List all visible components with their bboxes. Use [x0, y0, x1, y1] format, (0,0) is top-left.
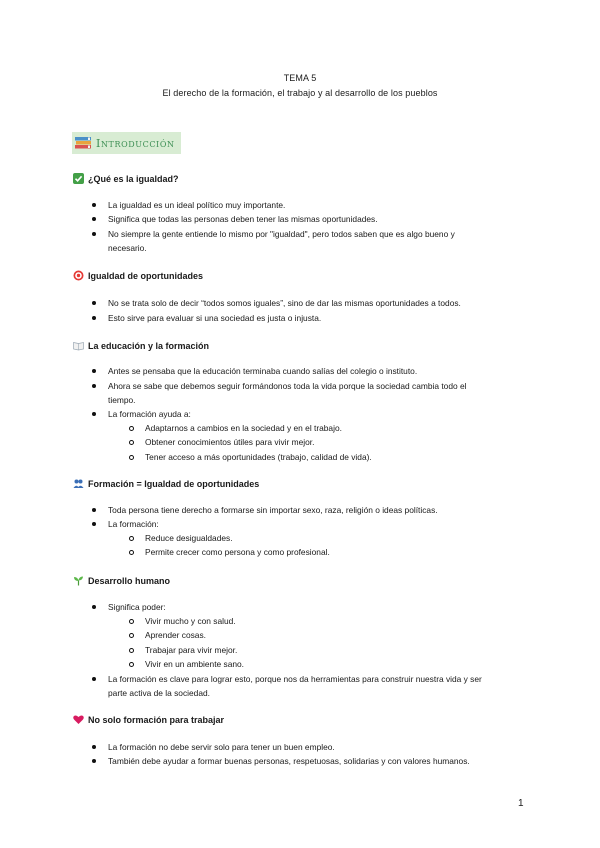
list-item: La formación es clave para lograr esto, porque nos da herramientas para construir nuestra vida y ser [108, 672, 526, 686]
document-title: El derecho de la formación, el trabajo y al desarrollo de los pueblos [162, 88, 438, 98]
topic-number: TEMA 5 [283, 73, 317, 83]
section-heading-formacion-igualdad [73, 478, 259, 489]
list-item: La formación no debe servir solo para tener un buen empleo. [108, 740, 526, 754]
sub-list-item: Tener acceso a más oportunidades (trabajo, calidad de vida). [145, 450, 525, 464]
intro-heading [72, 132, 181, 154]
section-heading-igualdad [73, 173, 179, 184]
section-title: Igualdad de oportunidades [88, 270, 204, 281]
sub-list-item: Vivir en un ambiente sano. [145, 657, 525, 671]
people-icon [73, 478, 84, 489]
list-item: La igualdad es un ideal político muy importante. [108, 198, 526, 212]
section-heading-no-solo-trabajo [73, 714, 224, 725]
list-item-continuation: tiempo. [108, 395, 136, 405]
sub-list-item: Permite crecer como persona y como profesional. [145, 545, 525, 559]
section-heading-desarrollo [73, 575, 170, 586]
list-item: Antes se pensaba que la educación terminaba cuando salías del colegio o instituto. [108, 364, 526, 378]
section-title: No solo formación para trabajar [88, 714, 225, 725]
list-item: Significa que todas las personas deben tener las mismas oportunidades. [108, 212, 526, 226]
sub-list-item: Trabajar para vivir mejor. [145, 643, 525, 657]
list-item: Significa poder: [108, 600, 526, 614]
check-mark-icon [73, 173, 84, 184]
list-item: La formación: [108, 517, 526, 531]
sub-list-item: Obtener conocimientos útiles para vivir mejor. [145, 435, 525, 449]
list-item: No siempre la gente entiende lo mismo por "igualdad", pero todos saben que es algo bueno y [108, 227, 526, 241]
page-number: 1 [518, 798, 524, 809]
section-heading-educacion [73, 340, 209, 351]
list-item: Esto sirve para evaluar si una sociedad es justa o injusta. [108, 311, 526, 325]
list-item: No se trata solo de decir “todos somos iguales”, sino de dar las mismas oportunidades a todos. [108, 296, 526, 310]
section-title: Desarrollo humano [88, 575, 171, 586]
section-title: ¿Qué es la igualdad? [88, 173, 179, 184]
sub-list-item: Aprender cosas. [145, 628, 525, 642]
list-item: Toda persona tiene derecho a formarse sin importar sexo, raza, religión o ideas políticas. [108, 503, 526, 517]
intro-title: Introducción [96, 136, 175, 150]
list-item: La formación ayuda a: [108, 407, 526, 421]
list-item-continuation: parte activa de la sociedad. [108, 688, 210, 698]
section-title: Formación = Igualdad de oportunidades [88, 478, 260, 489]
sub-list-item: Reduce desigualdades. [145, 531, 525, 545]
heart-icon [73, 714, 84, 725]
section-heading-oportunidades [73, 270, 203, 281]
open-book-icon [73, 340, 84, 351]
list-item: También debe ayudar a formar buenas personas, respetuosas, solidarias y con valores humanos. [108, 754, 526, 768]
books-icon [74, 135, 92, 151]
sub-list-item: Adaptarnos a cambios en la sociedad y en el trabajo. [145, 421, 525, 435]
section-title: La educación y la formación [88, 340, 210, 351]
list-item: Ahora se sabe que debemos seguir formándonos toda la vida porque la sociedad cambia todo el [108, 379, 526, 393]
target-icon [73, 270, 84, 281]
list-item-continuation: necesario. [108, 243, 147, 253]
seedling-icon [73, 575, 84, 586]
sub-list-item: Vivir mucho y con salud. [145, 614, 525, 628]
